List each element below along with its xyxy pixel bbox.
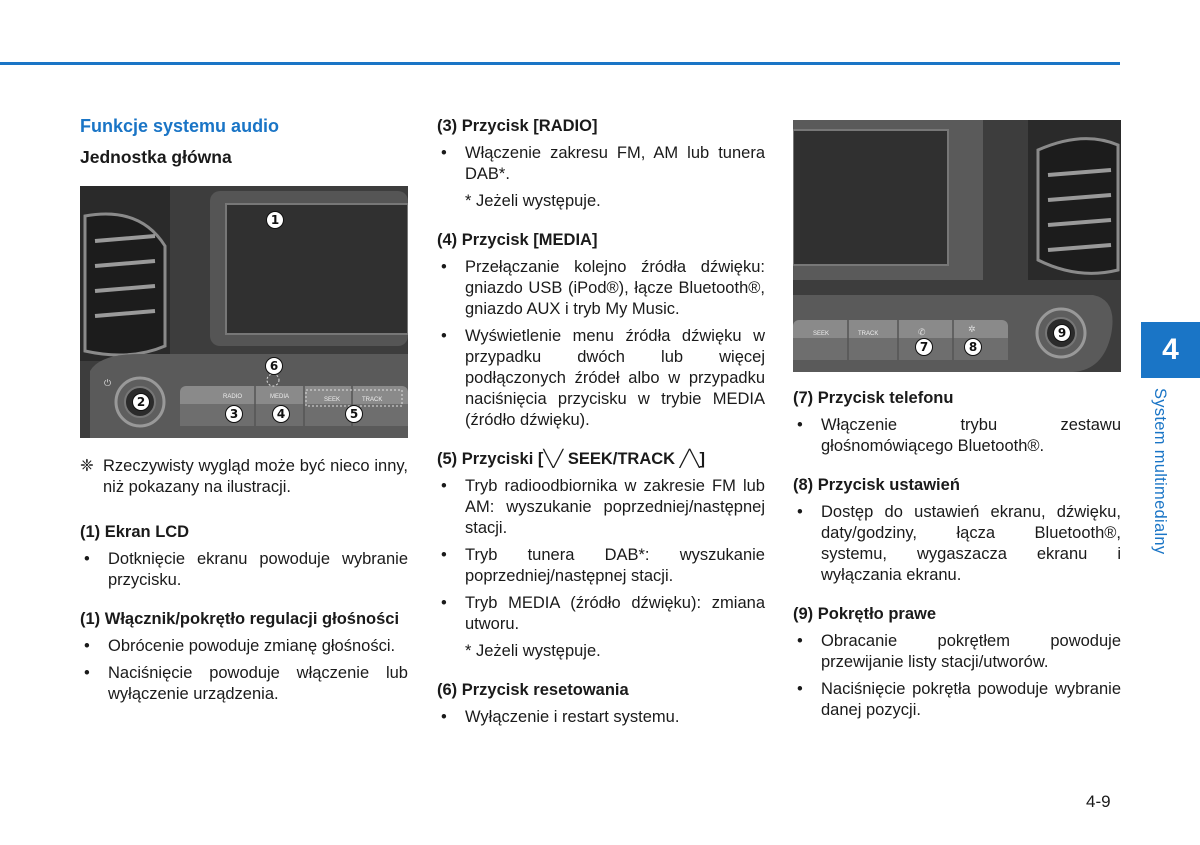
head-unit-photo bbox=[80, 186, 408, 438]
page-number: 4-9 bbox=[1086, 792, 1111, 811]
list-item: • Obrócenie powoduje zmianę głośności. bbox=[80, 636, 408, 657]
list-item: • Tryb tunera DAB*: wyszukanie poprzedniej/następnej stacji. bbox=[437, 545, 765, 587]
section-settings bbox=[793, 475, 1121, 586]
section-heading: (4) Przycisk [MEDIA] bbox=[437, 231, 598, 249]
section-heading: (1) Ekran LCD bbox=[80, 523, 190, 541]
section-lcd bbox=[80, 522, 408, 591]
head-unit-right-photo bbox=[793, 120, 1121, 372]
list-item: • Tryb radioodbiornika w zakresie FM lub AM: wyszukanie poprzedniej/następnej stacji. bbox=[437, 476, 765, 539]
svg-text:⏻: ⏻ bbox=[104, 379, 112, 389]
seek-button-label: SEEK bbox=[813, 331, 830, 337]
illustration-remark bbox=[80, 456, 408, 498]
list-item: • Dotknięcie ekranu powoduje wybranie przycisku. bbox=[80, 549, 408, 591]
chapter-title-text: System multimedialny bbox=[1151, 388, 1169, 555]
section-heading: (7) Przycisk telefonu bbox=[793, 389, 954, 407]
callout-7: 7 bbox=[915, 338, 933, 356]
head-unit-right-illustration bbox=[793, 120, 1121, 372]
callout-9: 9 bbox=[1053, 324, 1071, 342]
callout-2: 2 bbox=[132, 393, 150, 411]
list-item: • Włączenie trybu zestawu głośnomówiącego Bluetooth®. bbox=[793, 415, 1121, 457]
section-power-knob bbox=[80, 609, 408, 705]
remark-text: Rzeczywisty wygląd może być nieco inny, niż pokazany na ilustracji. bbox=[103, 457, 408, 496]
section-radio bbox=[437, 116, 765, 212]
section-heading: (6) Przycisk resetowania bbox=[437, 681, 629, 699]
section-phone bbox=[793, 388, 1121, 457]
svg-text:✲: ✲ bbox=[968, 325, 976, 335]
section-media bbox=[437, 230, 765, 431]
list-item: • Włączenie zakresu FM, AM lub tunera DAB*. bbox=[437, 143, 765, 185]
radio-button-label: RADIO bbox=[223, 394, 243, 400]
callout-3: 3 bbox=[225, 405, 243, 423]
section-heading: (8) Przycisk ustawień bbox=[793, 476, 960, 494]
list-item: • Naciśnięcie pokrętła powoduje wybranie danej pozycji. bbox=[793, 679, 1121, 721]
section-right-knob bbox=[793, 604, 1121, 721]
list-item: • Przełączanie kolejno źródła dźwięku: gniazdo USB (iPod®), łącze Bluetooth®, gniazdo AUX i tryb My Music. bbox=[437, 257, 765, 320]
footnote: * Jeżeli występuje. bbox=[465, 642, 601, 660]
section-title: Funkcje systemu audio bbox=[80, 116, 280, 136]
head-unit-illustration bbox=[80, 186, 408, 438]
section-heading: (9) Pokrętło prawe bbox=[793, 605, 937, 623]
chapter-title bbox=[1150, 388, 1190, 568]
list-item: • Dostęp do ustawień ekranu, dźwięku, daty/godziny, łącza Bluetooth®, systemu, wygaszacza ekranu i wyłączania ekranu. bbox=[793, 502, 1121, 586]
track-button-label: TRACK bbox=[362, 397, 383, 403]
column-middle bbox=[437, 116, 765, 746]
list-item: • Wyświetlenie menu źródła dźwięku w przypadku dwóch lub więcej podłączonych źródeł albo w przypadku naciśnięcia przycisku w trybie MEDIA (źródło dźwięku). bbox=[437, 326, 765, 431]
callout-4: 4 bbox=[272, 405, 290, 423]
media-button-label: MEDIA bbox=[270, 394, 290, 400]
section-seek-track bbox=[437, 449, 765, 662]
section-heading: (3) Przycisk [RADIO] bbox=[437, 117, 598, 135]
section-heading: (1) Włącznik/pokrętło regulacji głośności bbox=[80, 610, 400, 628]
svg-text:✆: ✆ bbox=[918, 328, 926, 338]
list-item: • Obracanie pokrętłem powoduje przewijanie listy stacji/utworów. bbox=[793, 631, 1121, 673]
section-subtitle: Jednostka główna bbox=[80, 147, 232, 167]
list-item: • Wyłączenie i restart systemu. bbox=[437, 707, 765, 728]
column-left bbox=[80, 116, 408, 723]
callout-5: 5 bbox=[345, 405, 363, 423]
callout-1: 1 bbox=[266, 211, 284, 229]
list-item: • Tryb MEDIA (źródło dźwięku): zmiana utworu. bbox=[437, 593, 765, 635]
seek-button-label: SEEK bbox=[324, 397, 341, 403]
callout-6: 6 bbox=[265, 357, 283, 375]
list-item: • Naciśnięcie powoduje włączenie lub wyłączenie urządzenia. bbox=[80, 663, 408, 705]
column-right bbox=[793, 120, 1121, 739]
chapter-number-tab: 4 bbox=[1141, 322, 1200, 378]
header-rule bbox=[0, 62, 1120, 65]
section-reset bbox=[437, 680, 765, 728]
remark-symbol: ❈ bbox=[80, 457, 94, 475]
track-button-label: TRACK bbox=[858, 331, 879, 337]
callout-8: 8 bbox=[964, 338, 982, 356]
section-heading: (5) Przyciski [╲╱ SEEK/TRACK ╱╲] bbox=[437, 450, 706, 468]
footnote: * Jeżeli występuje. bbox=[465, 192, 601, 210]
